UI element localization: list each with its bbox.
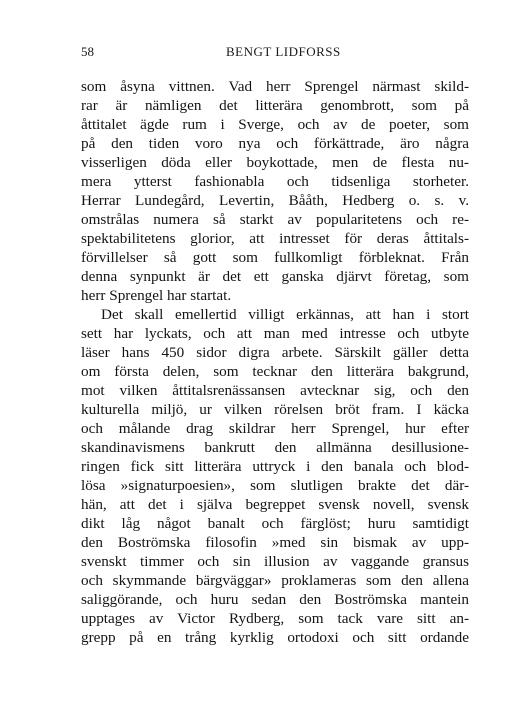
paragraph-2: [81, 305, 469, 647]
text-line: ringen fick sitt litterära uttryck i den banala och blod-: [81, 458, 469, 476]
running-title: BENGT LIDFORSS: [226, 44, 341, 59]
running-head: [81, 44, 466, 64]
text-line: saliggörande, och huru sedan den Boströmska mantein: [81, 591, 469, 609]
text-line: förvillelser så gott som fullkomligt förbleknat. Från: [81, 249, 469, 267]
text-line: omstrålas numera så starkt av popularitetens och re-: [81, 211, 469, 229]
text-line: mot vilken åttitalsrenässansen avtecknar sig, och den: [81, 382, 469, 400]
paragraph-1: [81, 77, 469, 305]
text-line: dikt låg något banalt och färglöst; huru samtidigt: [81, 515, 469, 533]
body-text: [81, 77, 469, 647]
text-line: rar är nämligen det litterära genombrott, som på: [81, 97, 469, 115]
text-line: på den tiden voro nya och förkättrade, äro några: [81, 135, 469, 153]
text-line: denna synpunkt är det ett ganska djärvt företag, som: [81, 268, 469, 286]
text-line: lösa »signaturpoesien», som slutligen brakte det där-: [81, 477, 469, 495]
text-line: spektabilitetens glorior, att intresset för deras åttitals-: [81, 230, 469, 248]
text-line: Herrar Lundegård, Levertin, Bååth, Hedberg o. s. v.: [81, 192, 469, 210]
text-line: herr Sprengel har startat.: [81, 287, 232, 305]
text-line: den Boströmska filosofin »med sin bismak av upp-: [81, 534, 469, 552]
text-line: åttitalet ägde rum i Sverge, och av de poeter, som: [81, 116, 469, 134]
text-line: skandinavismens bankrutt den allmänna desillusione-: [81, 439, 469, 457]
text-line: och målande drag skildrar herr Sprengel, hur efter: [81, 420, 469, 438]
text-line: och skymmande bärgväggar» proklameras som den allena: [81, 572, 469, 590]
text-line: som åsyna vittnen. Vad herr Sprengel närmast skild-: [81, 78, 469, 95]
text-line: svenskt timmer och sin illusion av vaggande gransus: [81, 553, 469, 571]
text-line: mera ytterst fashionabla och tidsenliga storheter.: [81, 173, 469, 191]
text-line: Det skall emellertid villigt erkännas, att han i stort: [101, 306, 469, 324]
text-line: läser hans 450 sidor digra arbete. Särskilt gäller detta: [81, 344, 469, 362]
page-number: 58: [81, 44, 94, 59]
text-line: om första delen, som tecknar den litterära bakgrund,: [81, 363, 469, 381]
text-line: hän, att det i själva begreppet svensk novell, svensk: [81, 496, 469, 514]
text-line: upptages av Victor Rydberg, som tack vare sitt an-: [81, 610, 469, 628]
text-line: grepp på en trång kyrklig ortodoxi och sitt ordande: [81, 629, 469, 647]
text-line: visserligen döda eller boykottade, men de flesta nu-: [81, 154, 469, 172]
text-line: sett har lyckats, och att man med intresse och utbyte: [81, 325, 469, 343]
text-line: kulturella miljö, ur vilken rörelsen bröt fram. I käcka: [81, 401, 469, 419]
